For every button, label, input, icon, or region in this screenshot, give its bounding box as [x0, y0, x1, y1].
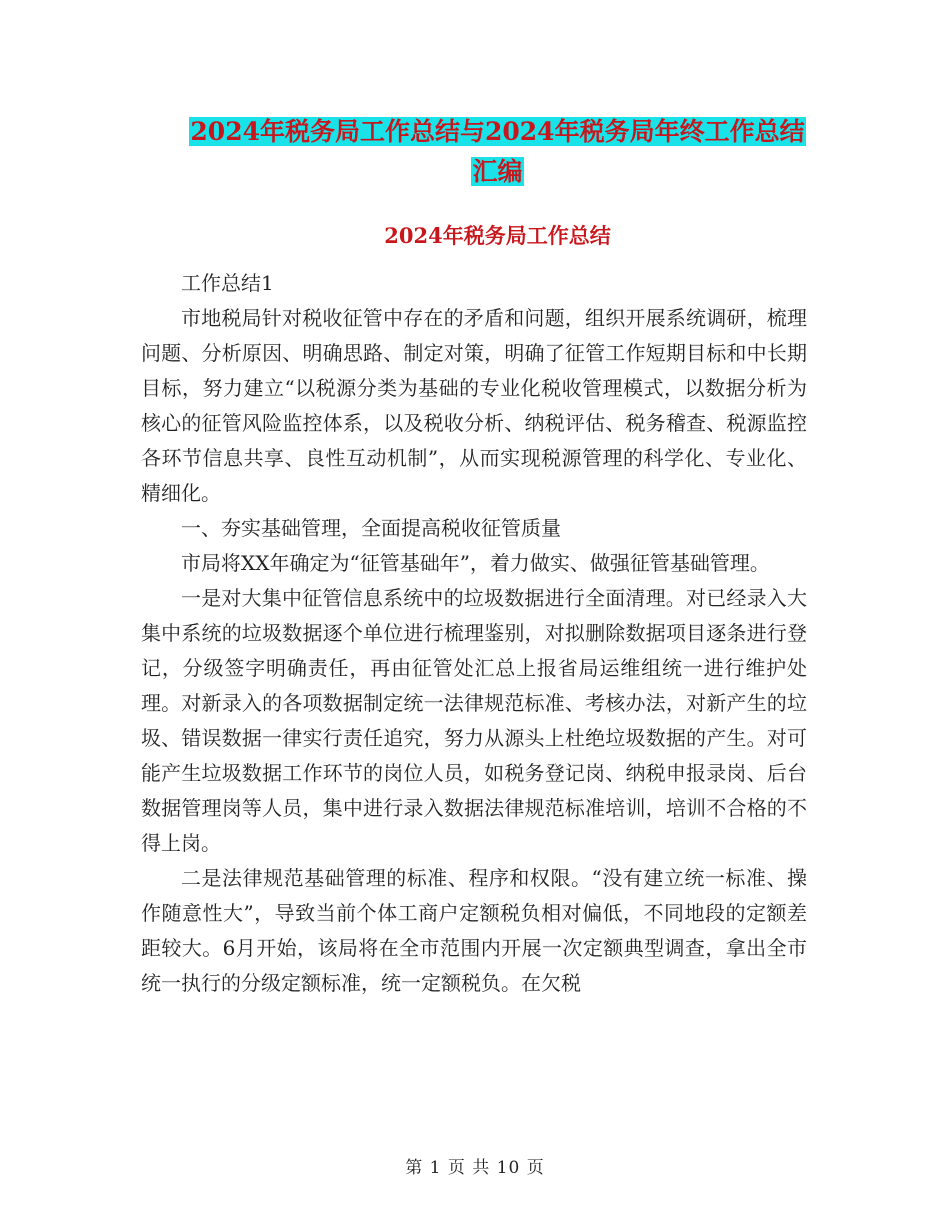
document-title	[140, 112, 855, 192]
paragraph: 二是法律规范基础管理的标准、程序和权限。“没有建立统一标准、操作随意性大”，导致当前个体工商户定额税负相对偏低，不同地段的定额差距较大。6月开始，该局将在全市范围内开展一次定额典型调查，拿出全市统一执行的分级定额标准，统一定额税负。在欠税	[141, 866, 807, 995]
page-footer: 第 1 页 共 10 页	[405, 1158, 545, 1178]
paragraph: 一是对大集中征管信息系统中的垃圾数据进行全面清理。对已经录入大集中系统的垃圾数据逐个单位进行梳理鉴别，对拟删除数据项目逐条进行登记，分级签字明确责任，再由征管处汇总上报省局运维组统一进行维护处理。对新录入的各项数据制定统一法律规范标准、考核办法，对新产生的垃圾、错误数据一律实行责任追究，努力从源头上杜绝垃圾数据的产生。对可能产生垃圾数据工作环节的岗位人员，如税务登记岗、纳税申报录岗、后台数据管理岗等人员，集中进行录入数据法律规范标准培训，培训不合格的不得上岗。	[141, 586, 807, 855]
document-body	[141, 266, 807, 1001]
paragraph-subheading: 工作总结1	[181, 271, 274, 295]
paragraph: 市局将XX年确定为“征管基础年”，着力做实、做强征管基础管理。	[181, 551, 770, 575]
section-title: 2024年税务局工作总结	[384, 223, 611, 248]
document-title-line-1: 2024年税务局工作总结与2024年税务局年终工作总结	[190, 117, 805, 146]
paragraph: 市地税局针对税收征管中存在的矛盾和问题，组织开展系统调研，梳理问题、分析原因、明确思路、制定对策，明确了征管工作短期目标和中长期目标，努力建立“以税源分类为基础的专业化税收管理模式，以数据分析为核心的征管风险监控体系，以及税收分析、纳税评估、税务稽查、税源监控各环节信息共享、良性互动机制”，从而实现税源管理的科学化、专业化、精细化。	[141, 306, 807, 505]
document-title-line-2: 汇编	[472, 157, 523, 186]
paragraph-heading: 一、夯实基础管理，全面提高税收征管质量	[181, 516, 561, 540]
